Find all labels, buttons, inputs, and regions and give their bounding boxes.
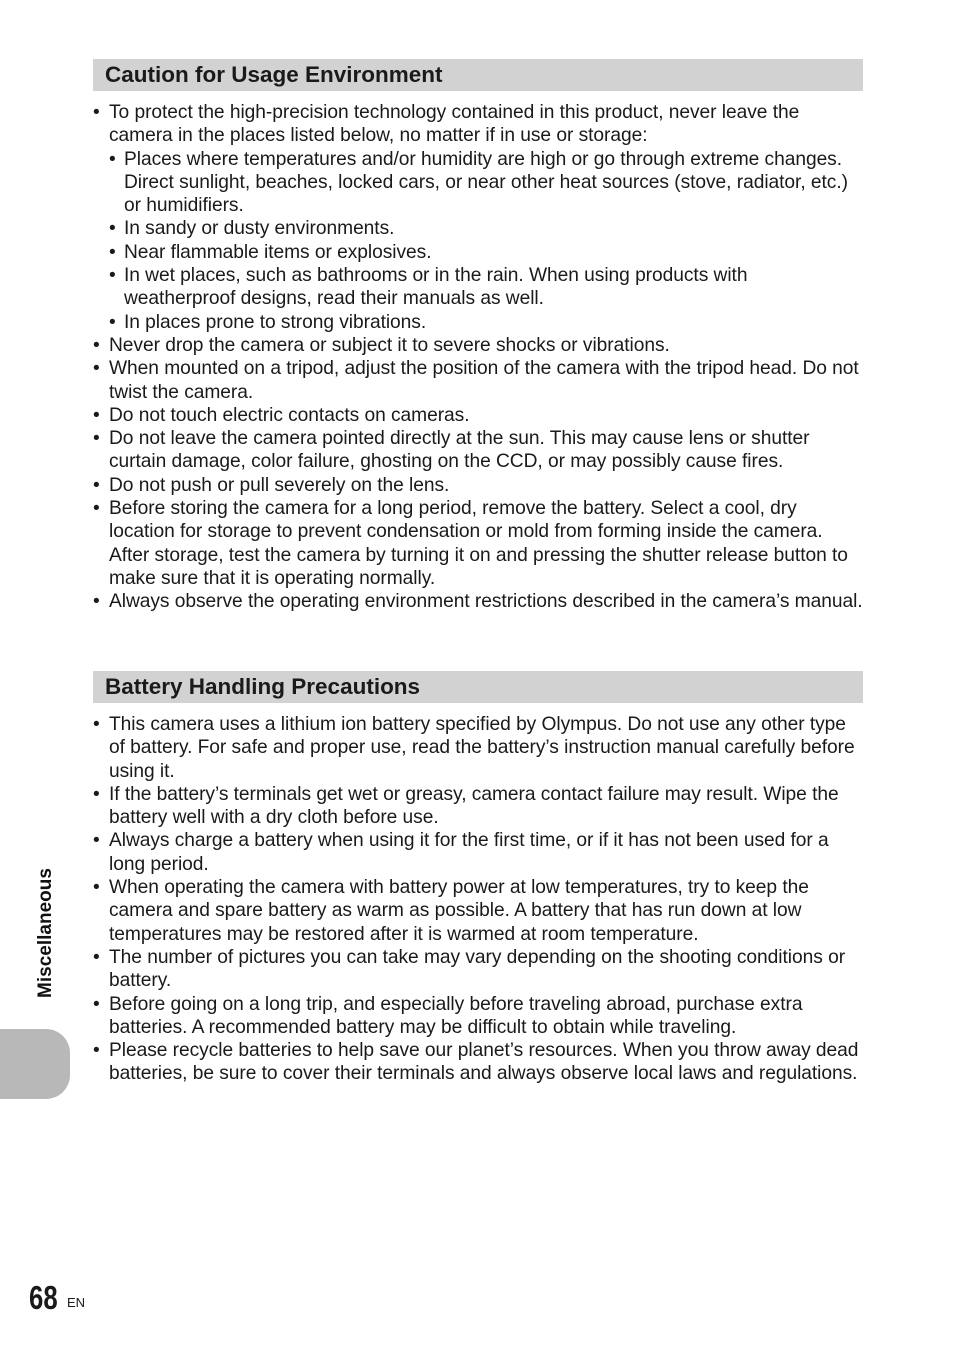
list-item-text: Always observe the operating environment restrictions described in the camera’s manual. [109,591,863,613]
list-item-text: Do not leave the camera pointed directly at the sun. This may cause lens or shutter curtain damage, color failure, ghosting on the CCD, or may possibly cause fires. [109,428,810,473]
list-item [109,148,863,218]
side-tab-label: Miscellaneous [35,868,56,998]
bullet-icon: • [109,218,116,240]
list-item [109,241,863,264]
bullet-icon: • [109,265,116,287]
bullet-icon: • [93,591,100,613]
bullet-icon: • [93,993,100,1015]
list-item-text: To protect the high-precision technology contained in this product, never leave the camera in the places listed below, no matter if in use or storage: [109,102,800,147]
bullet-icon: • [93,498,100,520]
section-title-battery-handling: Battery Handling Precautions [93,671,863,703]
side-tab [0,1029,70,1099]
list-item [93,713,863,783]
bullet-icon: • [109,311,116,333]
list-item-text: Do not touch electric contacts on cameras. [109,404,470,426]
list-item [93,334,863,357]
list-item [93,993,863,1040]
bullet-icon: • [109,241,116,263]
list-item-text: In wet places, such as bathrooms or in the rain. When using products with weatherproof designs, read their manuals as well. [124,265,748,310]
list-item-text: The number of pictures you can take may vary depending on the shooting conditions or battery. [109,946,846,992]
list-item [93,101,863,334]
list-item [109,264,863,311]
list-item-text: When mounted on a tripod, adjust the position of the camera with the tripod head. Do not twist the camera. [109,358,859,403]
list-item [93,474,863,497]
list-item-text: Please recycle batteries to help save our planet’s resources. When you throw away dead batteries, be sure to cover their terminals and always observe local laws and regulations. [109,1040,859,1085]
bullet-icon: • [93,334,100,356]
list-item-text: If the battery’s terminals get wet or greasy, camera contact failure may result. Wipe the battery well with a dry cloth before use. [109,783,839,829]
list-item-text: Near flammable items or explosives. [124,241,432,263]
bullet-icon: • [93,474,100,496]
bullet-icon: • [93,783,100,805]
list-item [93,946,863,993]
list-item [93,497,863,590]
list-item [93,829,863,876]
list-item [93,404,863,427]
bullet-icon: • [109,148,116,170]
bullet-icon: • [93,946,100,968]
list-item [93,1039,863,1086]
list-item-text: Before storing the camera for a long period, remove the battery. Select a cool, dry location for storage to prevent condensation or mold from forming inside the camera. After storage, test the camera by turning it on and pressing the shutter release button to make sure that it is operating normally. [109,498,848,589]
list-item-text: Before going on a long trip, and especially before traveling abroad, purchase extra batteries. A recommended battery may be difficult to obtain while traveling. [109,993,803,1038]
bullet-icon: • [93,428,100,450]
sub-list [109,148,863,334]
list-item-text: Do not push or pull severely on the lens. [109,474,450,496]
list-item [109,311,863,334]
bullet-icon: • [93,714,100,735]
list-item-text: Places where temperatures and/or humidity are high or go through extreme changes. Direct sunlight, beaches, locked cars, or near other heat sources (stove, radiator, etc.) or humidifiers. [124,148,848,217]
bullet-icon: • [93,102,100,123]
list-item [93,427,863,474]
bullet-icon: • [93,404,100,426]
list-item [93,876,863,946]
usage-environment-list [93,101,863,614]
list-item [93,783,863,830]
list-item-text: In sandy or dusty environments. [124,218,395,240]
section-title-usage-environment: Caution for Usage Environment [93,59,863,91]
list-item [93,590,863,613]
list-item-text: In places prone to strong vibrations. [124,311,427,333]
list-item-text: This camera uses a lithium ion battery specified by Olympus. Do not use any other type of battery. For safe and proper use, read the battery’s instruction manual carefully before using it. [109,714,855,782]
page-number: 68 [29,1279,58,1316]
battery-handling-list [93,713,863,1086]
list-item-text: When operating the camera with battery power at low temperatures, try to keep the camera and spare battery as warm as possible. A battery that has run down at low temperatures may be restored after it is warmed at room temperature. [109,877,809,945]
bullet-icon: • [93,1040,100,1062]
bullet-icon: • [93,877,100,899]
page-language: EN [67,1295,86,1310]
list-item-text: Always charge a battery when using it for the first time, or if it has not been used for a long period. [109,830,829,875]
list-item [93,357,863,404]
list-item [109,217,863,240]
list-item-text: Never drop the camera or subject it to severe shocks or vibrations. [109,334,670,356]
bullet-icon: • [93,358,100,380]
bullet-icon: • [93,830,100,852]
